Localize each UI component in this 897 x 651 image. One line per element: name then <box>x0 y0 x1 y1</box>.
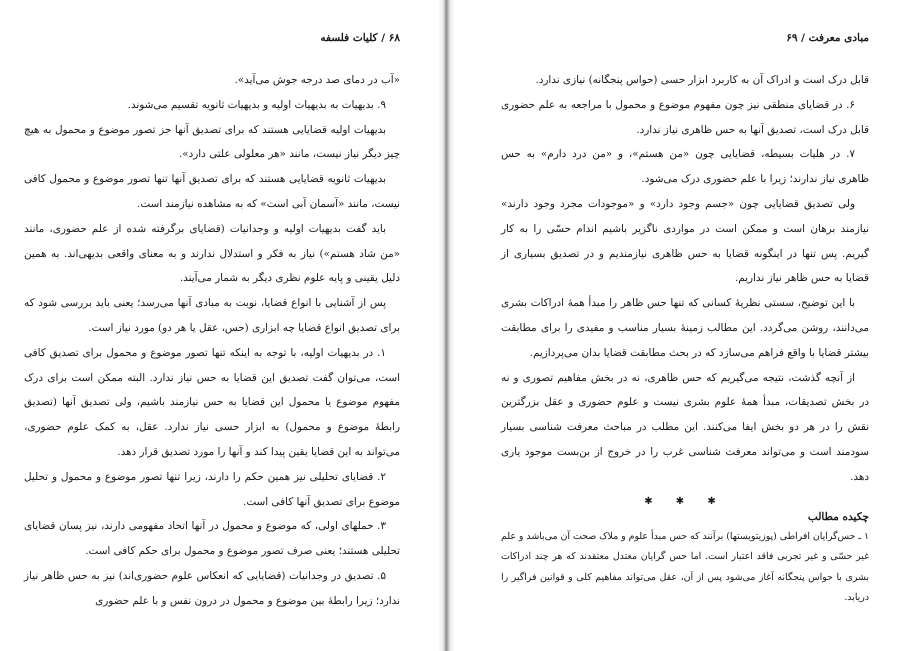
left-paragraph-5: باید گفت بدیهیات اولیه و وجدانیات (قضایای برگرفته شده از علم حضوری، مانند «من شاد هستم») نیاز به فکر و استدلال ندارند و به معنای واقعی بدیهی‌اند. به همین دلیل یقینی و پایه علوم نظری دیگر به شمار می‌آیند. <box>24 222 400 285</box>
right-paragraph-3: ۷. در هلیات بسیطه، قضایایی چون «من هستم»، و «من درد دارم» به حس ظاهری نیاز ندارند؛ زیرا با علم حضوری درک می‌شود. <box>501 148 869 186</box>
section-divider-stars: ✱ ✱ ✱ <box>644 495 726 507</box>
right-page <box>455 0 897 651</box>
left-paragraph-8: ۲. قضایای تحلیلی نیز همین حکم را دارند، زیرا تنها تصور موضوع و محمول و تحلیل موضوع برای تصدیق آنها کافی است. <box>24 470 400 508</box>
left-paragraph-9: ۳. حملهای اولی، که موضوع و محمول در آنها اتحاد مفهومی دارند، نیز پسان قضایای تحلیلی هستند؛ یعنی صرف تصور موضوع و محمول برای حکم کافی است. <box>24 520 400 558</box>
right-paragraph-2: ۶. در قضایای منطقی نیز چون مفهوم موضوع و محمول با مراجعه به علم حضوری قابل درک است، تصدیق آنها به حس ظاهری نیاز ندارد. <box>501 98 869 136</box>
right-paragraph-4: ولی تصدیق قضایایی چون «جسم وجود دارد» و «موجودات مجرد وجود دارند» نیازمند برهان است و ممکن است در مواردی ناگزیر باشیم اندام حسّی را به کار گیریم. پس تنها در اینگونه قضایا به حس ظاهری نیازمندیم و در تصدیق بسیاری از قضایا به حس ظاهر نیاز نداریم. <box>501 197 869 285</box>
summary-heading: چکیده مطالب <box>807 510 869 523</box>
left-paragraph-4: بدیهیات ثانویه قضایایی هستند که برای تصدیق آنها تنها تصور موضوع و محمول کافی نیست، مانند «آسمان آبی است» که به مشاهده نیاز‌مند است. <box>24 173 400 210</box>
right-paragraph-6: از آنچه گذشت، نتیجه می‌گیریم که حس ظاهری، نه در بخش مفاهیم تصوری و نه در بخش تصدیقات، مبدأ همهٔ علوم بشری نیست و علوم حضوری و عقل بزرگترین نقش را در هر دو بخش ایفا می‌کنند. این مطلب در مباحث معرفت شناسی بسیار سودمند است و می‌تواند معرفت شناسی غرب را در خروج از بن‌بست موجود یاری دهد. <box>501 371 869 483</box>
left-page <box>0 0 438 651</box>
right-page-header: مبادی معرفت / ۶۹ <box>786 32 869 44</box>
right-paragraph-1: قابل درک است و ادراک آن به کاربرد ابزار حسی (حواس پنجگانه) نیازی ندارد. <box>535 74 869 86</box>
right-paragraph-5: با این توضیح، سستی نظریهٔ کسانی که تنها حس ظاهر را مبدأ همهٔ ادراکات بشری می‌دانند، روشن می‌گردد. این مطالب زمینهٔ بسیار مناسب و مفیدی را برای مطابقت بیشتر قضایا با واقع فراهم می‌سازد که در بحث مطابقت قضایا بدان می‌پردازیم. <box>501 297 869 359</box>
left-paragraph-6: پس از آشنایی با انواع قضایا، نوبت به مبادی آنها می‌رسد؛ یعنی باید بررسی شود که برای تصدیق انواع قضایا چه ابزاری (حس، عقل یا هر دو) مورد نیاز است. <box>24 297 400 334</box>
summary-text: ۱ ـ حس‌گرایان افراطی (پوزیتویستها) برآنند که حس مبدأ علوم و ملاک صحت آن می‌باشد و علم غیر حسّی و غیر تجربی فاقد اعتبار است. اما حس گرایان معتدل معتقدند که هر چند ادراکات بشری با حواس پنجگانه آغاز می‌شود پس از آن، عقل می‌تواند مفاهیم کلی و قوانین فراگیر را دریابد. <box>501 530 869 604</box>
left-paragraph-7: ۱. در بدیهیات اولیه، با توجه به اینکه تنها تصور موضوع و محمول برای تصدیق کافی است، می‌توان گفت تصدیق این قضایا به حس نیاز ندارد. البته ممکن است برای درک مفهوم موضوع یا محمول این قضایا به حس نیازمند باشیم، ولی تصدیق آنها (تصدیق رابطهٔ موضوع و محمول) به ابزار حسی نیاز ندارد. عقل، به کمک علوم حضوری، می‌تواند به این قضایا یقین پیدا کند و آنها را مورد تصدیق قرار دهد. <box>24 346 400 458</box>
left-paragraph-2: ۹. بدیهیات به بدیهیات اولیه و بدیهیات ثانویه تقسیم می‌شوند. <box>127 98 386 111</box>
book-spine-gutter <box>438 0 455 651</box>
left-page-header: ۶۸ / کلیات فلسفه <box>320 32 400 44</box>
left-paragraph-1: «آب در دمای صد درجه جوش می‌آید». <box>234 74 400 86</box>
left-paragraph-3: بدیهیات اولیه قضایایی هستند که برای تصدیق آنها جز تصور موضوع و محمول به هیچ چیز دیگر نیاز نیست، مانند «هر معلولی علتی دارد». <box>24 123 400 161</box>
left-paragraph-10: ۵. تصدیق در وجدانیات (قضایایی که انعکاس علوم حضوری‌اند) نیز به حس ظاهر نیاز ندارد؛ زیرا رابطهٔ بین موضوع و محمول در درون نفس و با علم حضوری <box>24 569 400 607</box>
